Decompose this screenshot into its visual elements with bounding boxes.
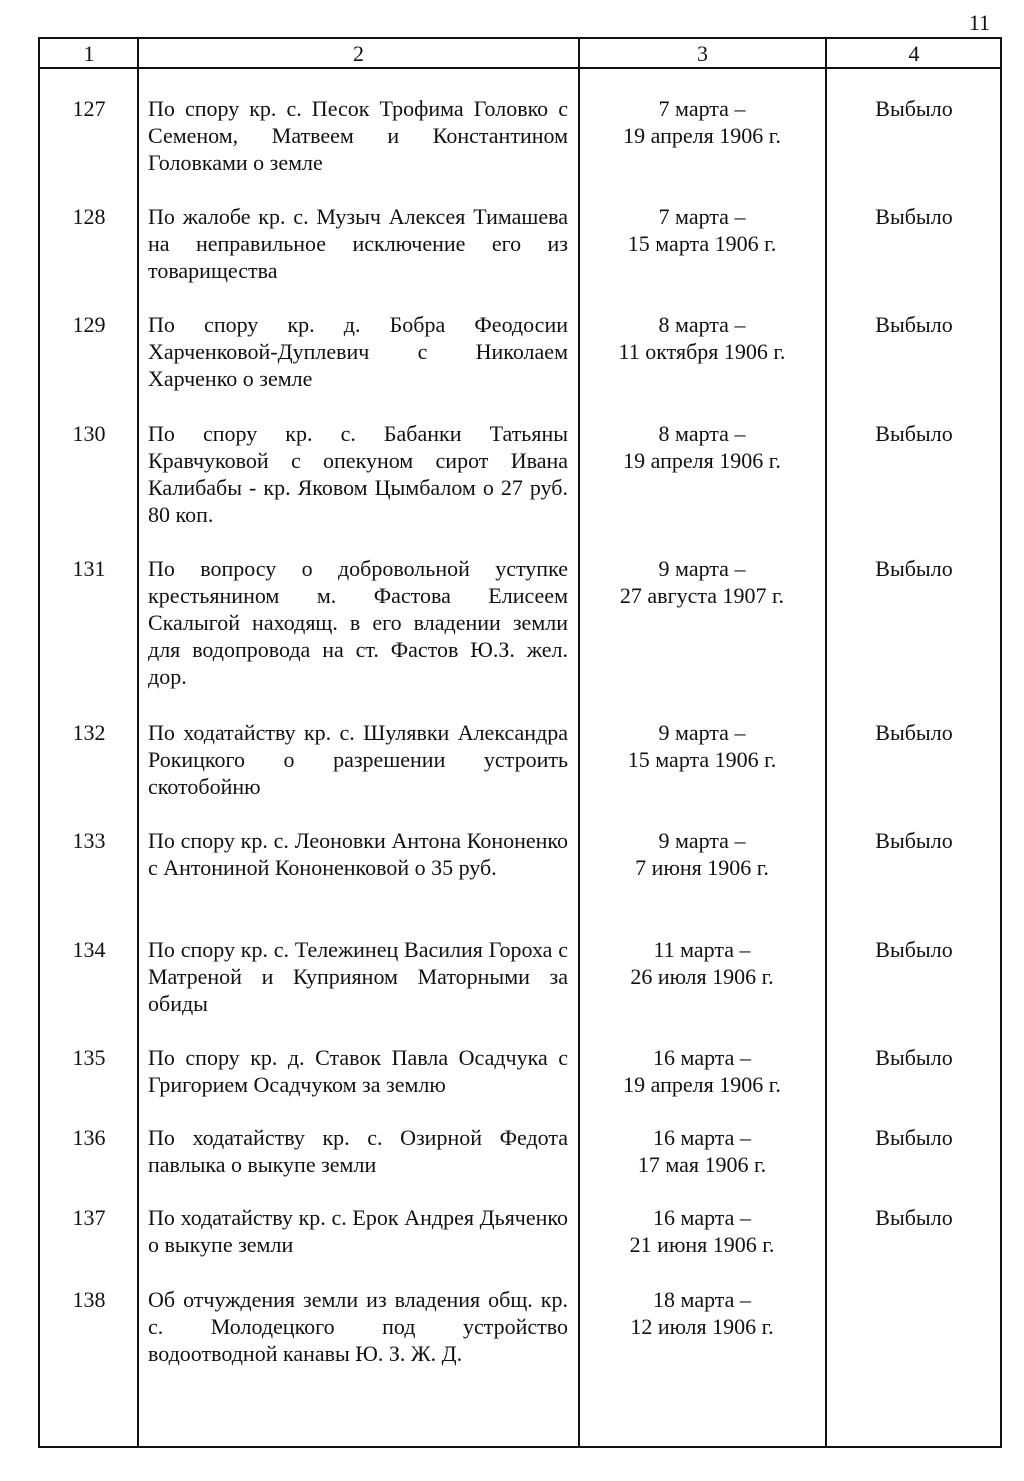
date-from: 8 марта –	[658, 312, 746, 337]
case-number: 130	[72, 421, 106, 446]
case-status: Выбыло	[875, 556, 953, 581]
case-dates	[580, 719, 824, 773]
column-header-4: 4	[908, 41, 920, 66]
case-dates	[580, 936, 824, 990]
case-description: По ходатайству кр. с. Шулявки Александра Рокицкого о разрешении устроить скотобойню	[148, 720, 568, 799]
date-from: 7 марта –	[658, 96, 746, 121]
date-from: 9 марта –	[658, 720, 746, 745]
case-number: 133	[72, 828, 106, 853]
date-to: 17 мая 1906 г.	[637, 1152, 767, 1177]
date-to: 19 апреля 1906 г.	[623, 448, 781, 473]
date-to: 15 марта 1906 г.	[627, 231, 777, 256]
case-dates	[580, 1286, 824, 1340]
case-number: 128	[72, 204, 106, 229]
column-header-2: 2	[353, 41, 364, 66]
date-from: 8 марта –	[658, 421, 746, 446]
date-from: 11 марта –	[653, 937, 751, 962]
case-description: По ходатайству кр. с. Ерок Андрея Дьяченко о выкупе земли	[148, 1205, 568, 1257]
case-status: Выбыло	[875, 1125, 953, 1150]
case-dates	[580, 311, 824, 365]
date-from: 16 марта –	[653, 1045, 751, 1070]
case-dates	[580, 1124, 824, 1178]
date-from: 7 марта –	[658, 204, 746, 229]
column-header-3: 3	[697, 41, 708, 66]
case-description: По спору кр. с. Бабанки Татьяны Кравчуковой с опекуном сирот Ивана Калибабы - кр. Яковом Цымбалом о 27 руб. 80 коп.	[148, 421, 568, 527]
case-description: Об отчуждения земли из владения общ. кр. с. Молодецкого под устройство водоотводной канавы Ю. З. Ж. Д.	[148, 1287, 568, 1366]
date-from: 9 марта –	[658, 828, 746, 853]
date-to: 21 июня 1906 г.	[629, 1232, 775, 1257]
case-number: 137	[72, 1205, 106, 1230]
case-dates	[580, 827, 824, 881]
case-description: По спору кр. с. Тележинец Василия Гороха с Матреной и Куприяном Маторными за обиды	[148, 937, 568, 1016]
case-dates	[580, 420, 824, 474]
case-status: Выбыло	[875, 937, 953, 962]
case-status: Выбыло	[875, 720, 953, 745]
case-status: Выбыло	[875, 421, 953, 446]
case-description: По жалобе кр. с. Музыч Алексея Тимашева на неправильное исключение его из товарищества	[148, 204, 568, 283]
case-number: 135	[72, 1045, 106, 1070]
case-number: 127	[72, 96, 106, 121]
case-status: Выбыло	[875, 204, 953, 229]
case-status: Выбыло	[875, 96, 953, 121]
date-to: 15 марта 1906 г.	[627, 747, 777, 772]
case-status: Выбыло	[875, 312, 953, 337]
column-header-1: 1	[83, 41, 95, 66]
date-to: 7 июня 1906 г.	[635, 855, 769, 880]
case-number: 131	[72, 556, 106, 581]
case-description: По спору кр. д. Ставок Павла Осадчука с Григорием Осадчуком за землю	[148, 1045, 568, 1097]
date-to: 12 июля 1906 г.	[630, 1314, 774, 1339]
case-description: По спору кр. с. Песок Трофима Головко с Семеном, Матвеем и Константином Головками о земле	[148, 96, 568, 175]
case-status: Выбыло	[875, 1205, 953, 1230]
case-dates	[580, 555, 824, 609]
date-from: 9 марта –	[658, 556, 746, 581]
date-to: 19 апреля 1906 г.	[623, 1072, 781, 1097]
case-number: 129	[72, 312, 106, 337]
case-status: Выбыло	[875, 828, 953, 853]
case-number: 138	[72, 1287, 106, 1312]
date-to: 26 июля 1906 г.	[630, 964, 774, 989]
date-from: 18 марта –	[653, 1287, 751, 1312]
register-table	[38, 37, 1002, 1448]
date-to: 27 августа 1907 г.	[619, 583, 785, 608]
case-status: Выбыло	[875, 1045, 953, 1070]
date-to: 11 октября 1906 г.	[618, 339, 786, 364]
case-description: По спору кр. с. Леоновки Антона Кононенко с Антониной Кононенковой о 35 руб.	[148, 828, 568, 880]
case-description: По вопросу о добровольной уступке крестьянином м. Фастова Елисеем Скалыгой находящ. в его владении земли для водопровода на ст. Фастов Ю.З. жел. дор.	[148, 556, 568, 689]
case-number: 132	[72, 720, 106, 745]
case-number: 134	[72, 937, 106, 962]
case-dates	[580, 1044, 824, 1098]
case-dates	[580, 1204, 824, 1258]
case-dates	[580, 203, 824, 257]
date-from: 16 марта –	[653, 1205, 751, 1230]
case-description: По спору кр. д. Бобра Феодосии Харченковой-Дуплевич с Николаем Харченко о земле	[148, 312, 568, 391]
case-description: По ходатайству кр. с. Озирной Федота павлыка о выкупе земли	[148, 1125, 568, 1177]
page-number: 11	[968, 10, 990, 35]
date-to: 19 апреля 1906 г.	[623, 123, 781, 148]
case-dates	[580, 95, 824, 149]
case-number: 136	[72, 1125, 106, 1150]
date-from: 16 марта –	[653, 1125, 751, 1150]
